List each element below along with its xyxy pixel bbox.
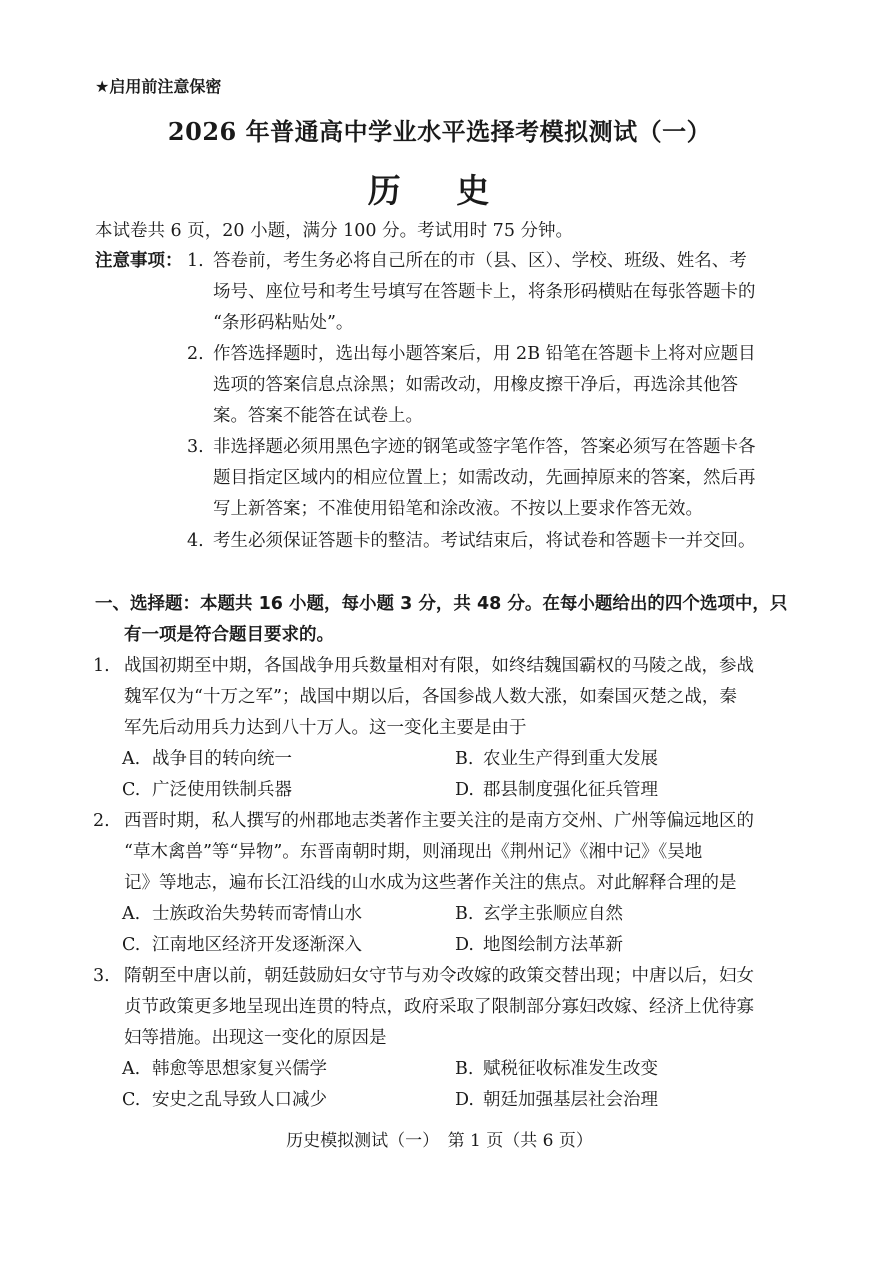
confidential-notice: ★启用前注意保密 [95,77,222,96]
question-number: 1. [93,656,110,676]
option-text: 广泛使用铁制兵器 [152,780,292,800]
option-key: D. [455,780,474,800]
section-heading: 一、选择题：本题共 16 小题，每小题 3 分，共 48 分。在每小题给出的四个选项中，只 [95,594,788,614]
option-text: 地图绘制方法革新 [483,935,623,955]
exam-summary: 本试卷共 6 页，20 小题，满分 100 分。考试用时 75 分钟。 [95,221,574,241]
option-text: 朝廷加强基层社会治理 [483,1090,658,1110]
note-line: “条形码粘贴处”。 [213,313,354,333]
option-key: A. [122,749,141,769]
option-key: D. [455,1090,474,1110]
note-line: 答卷前，考生务必将自己所在的市（县、区）、学校、班级、姓名、考 [213,251,747,271]
option-key: C. [122,1090,141,1110]
question-stem-line: 贞节政策更多地呈现出连贯的特点，政府采取了限制部分寡妇改嫁、经济上优待寡 [124,997,754,1017]
option-key: C. [122,780,141,800]
section-heading-continued: 有一项是符合题目要求的。 [124,625,334,645]
question-stem-line: “草木禽兽”等“异物”。东晋南朝时期，则涌现出《荆州记》《湘中记》《吴地 [124,842,703,862]
subject-title: 历 史 [367,171,512,210]
question-number: 2. [93,811,110,831]
note-line: 案。答案不能答在试卷上。 [213,406,423,426]
question-stem-line: 西晋时期，私人撰写的州郡地志类著作主要关注的是南方交州、广州等偏远地区的 [124,811,754,831]
page-footer: 历史模拟测试（一） 第 1 页（共 6 页） [286,1131,593,1151]
question-stem-line: 妇等措施。出现这一变化的原因是 [124,1028,387,1048]
option-text: 赋税征收标准发生改变 [483,1059,658,1079]
notes-label: 注意事项： [95,251,183,271]
option-key: D. [455,935,474,955]
note-number: 1. [187,251,204,271]
option-key: B. [455,904,474,924]
note-line: 题目指定区域内的相应位置上；如需改动，先画掉原来的答案，然后再 [213,468,756,488]
question-stem-line: 记》等地志，遍布长江沿线的山水成为这些著作关注的焦点。对此解释合理的是 [124,873,737,893]
option-text: 郡县制度强化征兵管理 [483,780,658,800]
option-key: C. [122,935,141,955]
option-key: A. [122,1059,141,1079]
option-text: 农业生产得到重大发展 [483,749,658,769]
question-stem-line: 军先后动用兵力达到八十万人。这一变化主要是由于 [124,718,527,738]
note-line: 作答选择题时，选出每小题答案后，用 2B 铅笔在答题卡上将对应题目 [213,344,756,364]
note-line: 选项的答案信息点涂黑；如需改动，用橡皮擦干净后，再选涂其他答 [213,375,738,395]
option-text: 韩愈等思想家复兴儒学 [152,1059,327,1079]
note-line: 写上新答案；不准使用铅笔和涂改液。不按以上要求作答无效。 [213,499,703,519]
option-text: 战争目的转向统一 [152,749,292,769]
option-text: 士族政治失势转而寄情山水 [152,904,362,924]
question-number: 3. [93,966,110,986]
option-text: 江南地区经济开发逐渐深入 [152,935,362,955]
exam-title: 2026 年普通高中学业水平选择考模拟测试（一） [167,117,712,146]
note-number: 4. [187,531,204,551]
note-line: 场号、座位号和考生号填写在答题卡上，将条形码横贴在每张答题卡的 [213,282,756,302]
question-stem-line: 战国初期至中期，各国战争用兵数量相对有限，如终结魏国霸权的马陵之战，参战 [124,656,754,676]
option-text: 安史之乱导致人口减少 [152,1090,327,1110]
note-number: 2. [187,344,204,364]
note-line: 非选择题必须用黑色字迹的钢笔或签字笔作答，答案必须写在答题卡各 [213,437,756,457]
note-number: 3. [187,437,204,457]
option-key: B. [455,1059,474,1079]
question-stem-line: 魏军仅为“十万之军”；战国中期以后，各国参战人数大涨，如秦国灭楚之战，秦 [124,687,737,707]
note-line: 考生必须保证答题卡的整洁。考试结束后，将试卷和答题卡一并交回。 [213,531,756,551]
option-key: B. [455,749,474,769]
question-stem-line: 隋朝至中唐以前，朝廷鼓励妇女守节与劝令改嫁的政策交替出现；中唐以后，妇女 [124,966,754,986]
option-text: 玄学主张顺应自然 [483,904,623,924]
option-key: A. [122,904,141,924]
